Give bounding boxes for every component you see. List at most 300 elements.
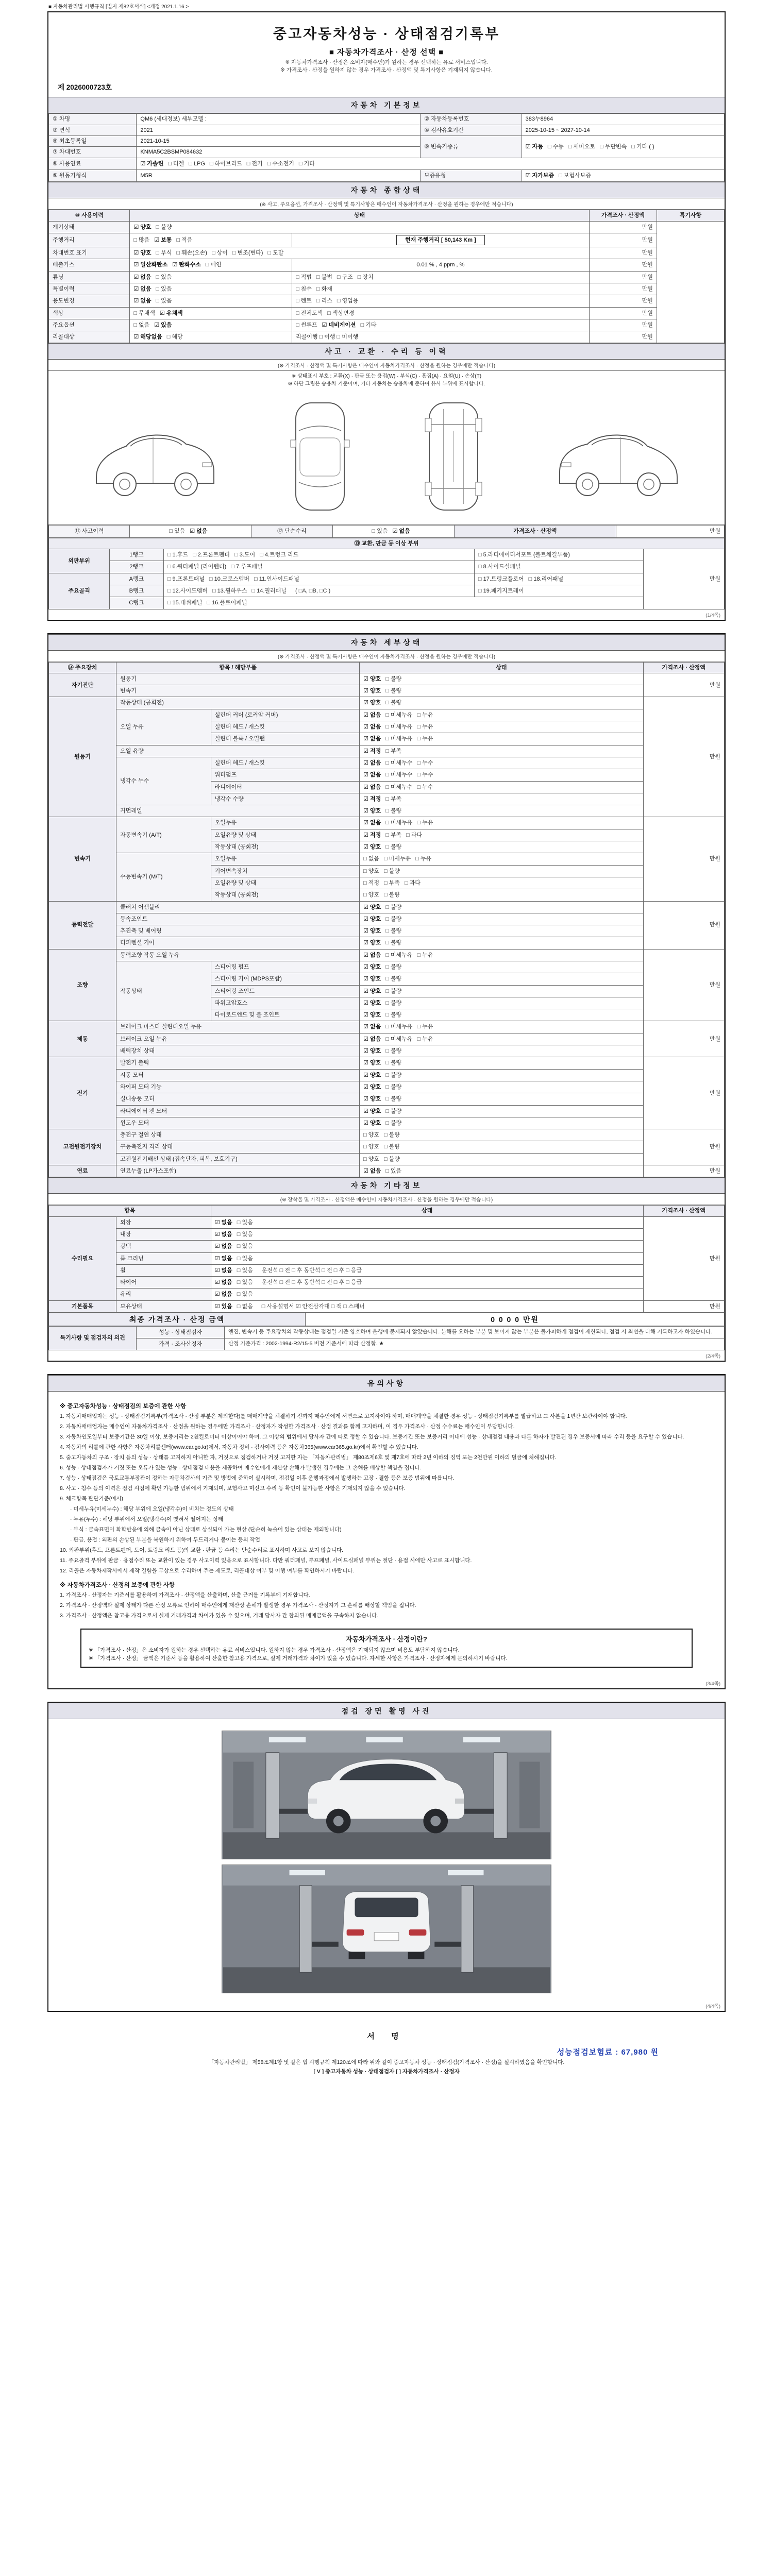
checkbox-option[interactable]: □ 썬루프 <box>295 321 317 328</box>
checkbox-option[interactable]: □ 영업용 <box>337 298 359 304</box>
checkbox-option[interactable]: ☑ 없음 <box>133 274 152 280</box>
checkbox-option[interactable]: □ 세미오토 <box>568 143 596 150</box>
checkbox-option[interactable]: □ 기타 ( ) <box>631 143 654 150</box>
legend-line-1: ※ 상태표시 부호 : 교환(X) · 판금 또는 용접(W) · 부식(C) · 흠집(A) · 요철(U) · 손상(T) <box>291 374 482 380</box>
cell-text: 튜닝 <box>53 274 64 280</box>
checkbox-option[interactable]: ☑ 있음 <box>154 321 172 328</box>
checkbox-option[interactable]: ☑ 일산화탄소 <box>133 262 168 268</box>
cell-text: 차대번호 표기 <box>53 250 87 257</box>
cell-text: 클러치 어셈블리 <box>120 904 160 910</box>
checkbox-option[interactable]: □ 양호 <box>363 1156 379 1162</box>
notice-item: 2. 자동차매매업자는 매수인이 자동차가격조사 · 산정을 원하는 경우에만 가격조사 · 산정자가 작성한 가격조사 · 산정 결과를 함께 고지하며, 이 경우 가격조사 · 산정 수수료는 매수인이 부담합니다. <box>60 1423 515 1430</box>
checkbox-option[interactable]: □ 불량 <box>385 976 402 982</box>
cell <box>49 283 130 295</box>
checkbox-option[interactable]: □ 누유 <box>417 820 433 826</box>
checkbox-option[interactable]: □ 불량 <box>385 700 402 706</box>
notice-sec1-list <box>60 1412 713 1575</box>
checkbox-option[interactable]: □ 디젤 <box>168 160 184 167</box>
table-row <box>49 1165 725 1177</box>
cell-text: 광택 <box>120 1243 131 1250</box>
table-row <box>49 221 725 233</box>
cell-text: ④ 검사유효기간 <box>424 127 464 133</box>
checkbox-option[interactable]: □ 불량 <box>385 1072 402 1078</box>
checkbox-option[interactable]: ☑ 양호 <box>363 940 381 946</box>
cell <box>49 817 116 901</box>
checkbox-option[interactable]: □ 6.쿼터패널 (리어펜더) <box>167 564 227 570</box>
check-cell <box>332 526 454 537</box>
checkbox-option[interactable]: □ 누유 <box>417 711 433 718</box>
cell <box>49 307 130 319</box>
cell-text: 주요옵션 <box>53 321 75 328</box>
checkbox-option[interactable]: □ 미세누유 <box>385 736 413 742</box>
checkbox-option[interactable]: □ 불량 <box>385 1083 402 1090</box>
checkbox-option[interactable]: □ 매연 <box>205 262 222 268</box>
checkbox-option[interactable]: □ 불량 <box>385 1096 402 1103</box>
checkbox-option[interactable]: □ 많음 <box>133 236 150 243</box>
checkbox-option[interactable]: □ 부족 <box>383 879 400 886</box>
checkbox-option[interactable]: ☑ 유채색 <box>159 310 183 316</box>
checkbox-option[interactable]: ☑ 양호 <box>363 1096 381 1103</box>
cell <box>116 1264 211 1276</box>
checkbox-option[interactable]: □ 있음 <box>237 1255 253 1262</box>
checkbox-option[interactable]: ☑ 양호 <box>363 688 381 694</box>
table-row <box>49 1277 725 1289</box>
checkbox-option[interactable]: □ 14.필러패널 <box>251 587 287 594</box>
check-cell <box>360 1069 644 1081</box>
checkbox-option[interactable]: ☑ 없음 <box>190 528 208 535</box>
check-cell <box>163 585 474 597</box>
checkbox-option[interactable]: □ 누유 <box>417 1036 433 1042</box>
checkbox-option[interactable]: □ 2.프론트펜더 <box>193 552 230 558</box>
checkbox-option[interactable]: □ 누수 <box>417 772 433 778</box>
checkbox-option[interactable]: □ 불량 <box>385 675 402 682</box>
cell <box>116 1033 360 1045</box>
cell <box>116 925 360 937</box>
cell-text: 만원 <box>709 1090 720 1096</box>
cell <box>224 1338 724 1350</box>
check-cell <box>360 697 644 709</box>
cell-text: 만원 <box>642 298 653 304</box>
checkbox-option[interactable]: □ 불량 <box>383 892 400 899</box>
checkbox-option[interactable]: □ 보험사보증 <box>559 172 591 179</box>
checkbox-option[interactable]: □ 있음 <box>169 528 186 535</box>
checkbox-option[interactable]: □ 불량 <box>385 844 402 851</box>
section-band-notice: 유의사항 <box>48 1375 725 1392</box>
checkbox-option[interactable]: □ 색상변경 <box>327 310 355 316</box>
checkbox-option[interactable]: □ 양호 <box>363 868 379 874</box>
checkbox-option[interactable]: □ 누유 <box>417 724 433 731</box>
checkbox-option[interactable]: □ 누유 <box>415 856 432 862</box>
cell <box>116 1300 211 1312</box>
table-row <box>49 271 725 283</box>
checkbox-option[interactable]: □ 1.후드 <box>167 552 188 558</box>
checkbox-option[interactable]: ☑ 네비게이션 <box>322 321 356 328</box>
checkbox-option[interactable]: ☑ 양호 <box>363 988 381 994</box>
cell-text: 만원 <box>642 286 653 292</box>
notice-box <box>47 1374 726 1690</box>
checkbox-option[interactable]: □ 부족 <box>385 748 402 754</box>
overall-note: (※ 사고, 주요옵션, 가격조사 · 산정액 및 특기사항은 매수인이 자동차가격조사 · 산정을 원하는 경우에만 적습니다) <box>48 198 725 210</box>
cell <box>49 949 116 1021</box>
checkbox-option[interactable]: ☑ 없음 <box>214 1267 232 1274</box>
checkbox-option[interactable]: □ 있음 <box>156 274 172 280</box>
checkbox-option[interactable]: □ 없음 <box>237 1303 253 1310</box>
check-cell <box>360 865 644 877</box>
checkbox-option[interactable]: □ 불량 <box>385 808 402 815</box>
checkbox-option[interactable]: □ 불량 <box>383 868 400 874</box>
checkbox-option[interactable]: □ 미세누유 <box>385 952 413 958</box>
cell <box>49 319 130 331</box>
check-cell <box>360 1153 644 1165</box>
checkbox-option[interactable]: □ 렌트 <box>295 298 312 304</box>
checkbox-option[interactable]: ☑ 없음 <box>214 1291 232 1298</box>
checkbox-option[interactable]: ☑ 없음 <box>363 759 381 766</box>
notice-item: 2. 가격조사 · 산정액과 실제 상태가 다른 산정 오류로 인하여 매수인에게 재산상 손해가 발생한 경우 가격조사 · 산정자가 그 손해를 배상할 책임을 집니다. <box>60 1602 416 1608</box>
checkbox-option[interactable]: □ 불량 <box>385 1120 402 1126</box>
cell <box>49 259 130 271</box>
cell <box>211 793 359 805</box>
checkbox-option[interactable]: □ 있음 <box>385 1168 402 1175</box>
checkbox-option[interactable]: □ 불량 <box>383 1132 400 1139</box>
checkbox-option[interactable]: ☑ 없음 <box>363 820 381 826</box>
checkbox-option[interactable]: ☑ 없음 <box>363 724 381 731</box>
checkbox-option[interactable]: □ 미세누유 <box>385 1024 413 1030</box>
cell-text: 시동 모터 <box>120 1072 144 1078</box>
checkbox-option[interactable]: ☑ 양호 <box>363 999 381 1006</box>
checkbox-option[interactable]: □ 불량 <box>385 1060 402 1066</box>
cell-text: 자동변속기 (A/T) <box>120 832 162 838</box>
checkbox-option[interactable]: □ 미세누유 <box>385 820 413 826</box>
page-mark-4: (4/4쪽) <box>705 2004 720 2010</box>
cell-text: 작동상태 (공회전) <box>214 892 259 899</box>
checkbox-option[interactable]: □ 없음 <box>133 321 150 328</box>
checkbox-option[interactable]: ☑ 없음 <box>214 1231 232 1238</box>
checkbox-option[interactable]: □ 불량 <box>385 940 402 946</box>
checkbox-option[interactable]: □ 상이 <box>211 250 228 257</box>
checkbox-option[interactable]: ☑ 양호 <box>363 1048 381 1055</box>
checkbox-option[interactable]: ☑ 없음 <box>363 736 381 742</box>
checkbox-option[interactable]: □ 적음 <box>176 236 193 243</box>
cell <box>211 961 359 973</box>
checkbox-option[interactable]: □ 누수 <box>417 759 433 766</box>
checkbox-option[interactable]: □ 기타 <box>360 321 377 328</box>
cell-text: ⑧ 사용연료 <box>53 160 81 167</box>
checkbox-option[interactable]: □ 과다 <box>406 832 423 838</box>
cell-text: 윈도우 모터 <box>120 1120 149 1126</box>
checkbox-option[interactable]: □ 있음 <box>156 286 172 292</box>
checkbox-option[interactable]: □ 전체도색 <box>295 310 323 316</box>
checkbox-option[interactable]: ☑ 없음 <box>214 1243 232 1250</box>
checkbox-option[interactable]: ☑ 해당없음 <box>133 334 162 341</box>
checkbox-option[interactable]: □ 있음 <box>237 1231 253 1238</box>
checkbox-option[interactable]: ☑ 적정 <box>363 795 381 802</box>
checkbox-option[interactable]: □ 있음 <box>237 1219 253 1226</box>
checkbox-option[interactable]: ☑ 보통 <box>154 236 172 243</box>
cell <box>116 853 211 901</box>
checkbox-option[interactable]: ☑ 양호 <box>363 963 381 970</box>
checkbox-option[interactable]: □ 수소전기 <box>267 160 294 167</box>
section-band-etc: 자동차 기타정보 <box>48 1177 725 1194</box>
checkbox-option[interactable]: □ 미세누유 <box>383 856 411 862</box>
cell <box>657 221 724 343</box>
checkbox-option[interactable]: ☑ 양호 <box>363 1012 381 1019</box>
checkbox-option[interactable]: ☑ 없음 <box>214 1255 232 1262</box>
checkbox-option[interactable]: □ 수동 <box>547 143 564 150</box>
checkbox-option[interactable]: □ 미세누수 <box>385 784 413 790</box>
checkbox-option[interactable]: □ 있음 <box>156 298 172 304</box>
cell-text: A랭크 <box>129 575 144 582</box>
checkbox-option[interactable]: □ 미세누유 <box>385 1036 413 1042</box>
form-table <box>48 210 725 343</box>
checkbox-option[interactable]: ☑ 탄화수소 <box>172 262 201 268</box>
checkbox-option[interactable]: ☑ 없음 <box>363 772 381 778</box>
cell <box>211 985 359 997</box>
checkbox-option[interactable]: □ 16.플로어패널 <box>207 600 247 606</box>
table-row <box>49 307 725 319</box>
checkbox-option[interactable]: ☑ 양호 <box>363 844 381 851</box>
checkbox-option[interactable]: □ 18.리어패널 <box>528 575 564 582</box>
checkbox-option[interactable]: ☑ 있음 <box>214 1303 232 1310</box>
checkbox-option[interactable]: □ 있음 <box>237 1267 253 1274</box>
inspection-insurance-fee: 성능점검보험료 : 67,980 원 <box>557 2048 659 2057</box>
cell <box>49 331 130 343</box>
checkbox-option[interactable]: ☑ 양호 <box>363 808 381 815</box>
checkbox-option[interactable]: ☑ 자가보증 <box>525 172 554 179</box>
checkbox-option[interactable]: □ 11.인사이드패널 <box>254 575 299 582</box>
check-cell <box>360 1165 644 1177</box>
checkbox-option[interactable]: □ 있음 <box>237 1279 253 1286</box>
checkbox-option[interactable]: □ 하이브리드 <box>209 160 242 167</box>
form-table <box>48 113 725 182</box>
car-damage-diagrams <box>48 388 725 525</box>
checkbox-option[interactable]: □ 불량 <box>385 1012 402 1019</box>
checkbox-option[interactable]: □ 미세누수 <box>385 759 413 766</box>
table-row <box>49 573 725 585</box>
checkbox-option[interactable]: ☑ 양호 <box>363 1108 381 1114</box>
cell-text: 실린더 커버 (로커암 커버) <box>214 711 278 718</box>
check-cell <box>130 283 292 295</box>
cell-text: 2021 <box>140 127 153 133</box>
checkbox-option[interactable]: □ 19.패키지트레이 <box>478 587 524 594</box>
check-cell <box>163 597 643 609</box>
cell-text: 용도변경 <box>53 298 75 304</box>
check-cell <box>360 901 644 913</box>
checkbox-option[interactable]: □ 누유 <box>417 736 433 742</box>
checkbox-option[interactable]: ☑ 적정 <box>363 748 381 754</box>
cell <box>116 1289 211 1300</box>
checkbox-option[interactable]: □ 8.사이드실패널 <box>478 564 521 570</box>
checkbox-option[interactable]: □ 불법 <box>316 274 332 280</box>
basic-info-table <box>48 113 725 182</box>
checkbox-option[interactable]: □ 불량 <box>385 1108 402 1114</box>
checkbox-option[interactable]: □ 화재 <box>316 286 332 292</box>
cell-text: 원동기 <box>74 754 91 760</box>
check-cell <box>163 561 474 573</box>
checkbox-option[interactable]: ☑ 없음 <box>363 711 381 718</box>
checkbox-option[interactable]: ☑ 가솔린 <box>140 160 164 167</box>
table-row <box>49 597 725 609</box>
cell-text: B랭크 <box>129 587 144 594</box>
checkbox-option[interactable]: ☑ 양호 <box>133 224 152 230</box>
checkbox-option[interactable]: □ 미세누유 <box>385 724 413 731</box>
checkbox-option[interactable]: □ 불량 <box>385 916 402 922</box>
checkbox-option[interactable]: □ 있음 <box>237 1291 253 1298</box>
check-cell <box>360 733 644 745</box>
checkbox-option[interactable]: ☑ 없음 <box>363 952 381 958</box>
checkbox-option[interactable]: ☑ 없음 <box>363 1024 381 1030</box>
cell-text: 보유상태 <box>120 1303 142 1310</box>
checkbox-option[interactable]: □ 도말 <box>267 250 284 257</box>
checkbox-option[interactable]: □ 불량 <box>385 688 402 694</box>
checkbox-option[interactable]: □ 10.크로스멤버 <box>209 575 249 582</box>
checkbox-option[interactable]: □ 불량 <box>385 1048 402 1055</box>
cell <box>211 997 359 1009</box>
cell-text: 만원 <box>709 1168 720 1175</box>
checkbox-option[interactable]: ☑ 없음 <box>363 1168 381 1175</box>
checkbox-option[interactable]: ☑ 양호 <box>133 250 152 257</box>
checkbox-option[interactable]: □ 양호 <box>363 892 379 899</box>
checkbox-option[interactable]: □ 없음 <box>363 856 379 862</box>
checkbox-option[interactable]: □ 전기 <box>246 160 263 167</box>
table-row <box>49 1216 725 1228</box>
checkbox-option[interactable]: □ 3.도어 <box>234 552 256 558</box>
table-row <box>49 1033 725 1045</box>
checkbox-option[interactable]: ☑ 없음 <box>214 1219 232 1226</box>
notice-item: 4. 자동차의 리콜에 관한 사항은 자동차리콜센터(www.car.go.kr)에서, 자동차 정비 · 검사이력 등은 자동차365(www.car365.go.kr)에서 확인할 수 있습니다. <box>60 1444 418 1450</box>
cell <box>116 709 211 745</box>
checkbox-option[interactable]: □ 부식 <box>156 250 172 257</box>
checkbox-option[interactable]: □ 적정 <box>363 879 379 886</box>
checkbox-option[interactable]: ☑ 양호 <box>363 675 381 682</box>
cell-text: 실내송풍 모터 <box>120 1096 155 1103</box>
checkbox-option[interactable]: □ 미세누수 <box>385 772 413 778</box>
checkbox-option[interactable]: ☑ 양호 <box>363 1060 381 1066</box>
checkbox-option[interactable]: □ 누유 <box>417 1024 433 1030</box>
checkbox-option[interactable]: □ 부족 <box>385 832 402 838</box>
checkbox-option[interactable]: ☑ 없음 <box>392 528 410 535</box>
checkbox-option[interactable]: □ 13.휠하우스 <box>212 587 247 594</box>
cell-text: 만원 <box>709 754 720 760</box>
checkbox-option[interactable]: □ 리스 <box>316 298 332 304</box>
checkbox-option[interactable]: □ 기타 <box>298 160 315 167</box>
cell <box>292 233 589 247</box>
cell <box>116 1252 211 1264</box>
checkbox-option[interactable]: □ 무채색 <box>133 310 155 316</box>
checkbox-option[interactable]: ☑ 양호 <box>363 1120 381 1126</box>
checkbox-option[interactable]: □ 17.트렁크플로어 <box>478 575 524 582</box>
cell <box>211 769 359 781</box>
checkbox-option[interactable]: □ 불량 <box>383 1144 400 1150</box>
checkbox-option[interactable]: ☑ 양호 <box>363 928 381 935</box>
cell <box>49 573 110 609</box>
table-row <box>49 1252 725 1264</box>
checkbox-option[interactable]: ☑ 자동 <box>525 143 543 150</box>
page-mark-2: (2/4쪽) <box>705 1353 720 1359</box>
checkbox-option[interactable]: □ 불량 <box>156 224 172 230</box>
checkbox-option[interactable]: □ 있음 <box>237 1243 253 1250</box>
checkbox-option[interactable]: ☑ 양호 <box>363 976 381 982</box>
cell-text: 리콜대상 <box>53 334 75 341</box>
checkbox-option[interactable]: □ 5.라디에이터서포트 (볼트체결부품) <box>478 552 570 558</box>
checkbox-option[interactable]: □ 침수 <box>295 286 312 292</box>
cell-text: 가격조사 · 산정액 <box>662 664 705 671</box>
checkbox-option[interactable]: □ 누수 <box>417 784 433 790</box>
checkbox-option[interactable]: □ 불량 <box>385 999 402 1006</box>
checkbox-option[interactable]: □ 불량 <box>385 928 402 935</box>
check-cell <box>474 585 643 597</box>
check-cell <box>360 1141 644 1153</box>
cell <box>643 949 724 1021</box>
checkbox-option[interactable]: □ 양호 <box>363 1132 379 1139</box>
notice-item: 9. 체크항목 판단기준(예시) <box>60 1495 124 1502</box>
check-cell <box>360 685 644 697</box>
checkbox-option[interactable]: ☑ 양호 <box>363 700 381 706</box>
checkbox-option[interactable]: □ 부족 <box>385 795 402 802</box>
checkbox-option[interactable]: □ 과다 <box>404 879 421 886</box>
checkbox-option[interactable]: ☑ 양호 <box>363 904 381 910</box>
check-cell <box>137 158 725 170</box>
checkbox-option[interactable]: □ 변조(변타) <box>232 250 263 257</box>
check-cell <box>130 526 251 537</box>
checkbox-option[interactable]: ☑ 양호 <box>363 1072 381 1078</box>
checkbox-option[interactable]: □ 4.트렁크 리드 <box>260 552 299 558</box>
checkbox-option[interactable]: □ 9.프론트패널 <box>167 575 205 582</box>
checkbox-option[interactable]: ☑ 양호 <box>363 1083 381 1090</box>
cell <box>49 901 116 949</box>
notice-item: 8. 사고 · 침수 등의 이력은 점검 시점에 확인 가능한 범위에서 기재되며, 보험사고 미신고 수리 등 확인이 불가능한 사항은 기재되지 않을 수 있습니다. <box>60 1485 406 1492</box>
cell-text: 만원 <box>642 321 653 328</box>
checkbox-option[interactable]: ☑ 없음 <box>363 784 381 790</box>
check-cell <box>211 1252 643 1264</box>
checkbox-option[interactable]: □ 불량 <box>385 963 402 970</box>
checkbox-option[interactable]: ☑ 없음 <box>214 1279 232 1286</box>
table-row <box>49 210 725 221</box>
checkbox-option[interactable]: ☑ 없음 <box>133 298 152 304</box>
checkbox-option[interactable]: □ 있음 <box>372 528 388 535</box>
cell <box>49 136 137 147</box>
table-row <box>49 1057 725 1069</box>
cell-text: 등속조인트 <box>120 916 148 922</box>
checkbox-option[interactable]: □ 불량 <box>383 1156 400 1162</box>
check-cell <box>360 889 644 901</box>
checkbox-option[interactable]: □ 무단변속 <box>600 143 627 150</box>
cell <box>116 1277 211 1289</box>
notice-subitem: · 미세누유(미세누수) : 해당 부위에 오일(냉각수)이 비치는 정도의 상태 <box>70 1505 234 1512</box>
table-row <box>49 685 725 697</box>
checkbox-option[interactable]: ☑ 양호 <box>363 916 381 922</box>
checkbox-option[interactable]: □ 미세누유 <box>385 711 413 718</box>
checkbox-option[interactable]: □ 불량 <box>385 904 402 910</box>
checkbox-option[interactable]: □ 15.대쉬패널 <box>167 600 203 606</box>
checkbox-option[interactable]: □ 불량 <box>385 988 402 994</box>
checkbox-option[interactable]: □ 구조 <box>337 274 353 280</box>
checkbox-option[interactable]: □ 훼손(오손) <box>176 250 207 257</box>
checkbox-option[interactable]: ☑ 없음 <box>133 286 152 292</box>
checkbox-option[interactable]: ☑ 없음 <box>363 1036 381 1042</box>
table-row <box>49 925 725 937</box>
checkbox-option[interactable]: □ 7.루프패널 <box>231 564 263 570</box>
cell-text: 산정 기준가격 : 2002-1994-R2/15-5 버전 기준서에 따라 산정함. ★ <box>228 1340 384 1347</box>
checkbox-option[interactable]: □ 적법 <box>295 274 312 280</box>
checkbox-option[interactable]: ☑ 적정 <box>363 832 381 838</box>
checkbox-option[interactable]: □ LPG <box>189 160 205 167</box>
checkbox-option[interactable]: □ 해당 <box>166 334 183 341</box>
checkbox-option[interactable]: □ 누유 <box>417 952 433 958</box>
checkbox-option[interactable]: □ 양호 <box>363 1144 379 1150</box>
checkbox-option[interactable]: □ 12.사이드멤버 <box>167 587 208 594</box>
checkbox-option[interactable]: □ 장치 <box>357 274 374 280</box>
section-band-overall: 자동차 종합상태 <box>48 182 725 198</box>
